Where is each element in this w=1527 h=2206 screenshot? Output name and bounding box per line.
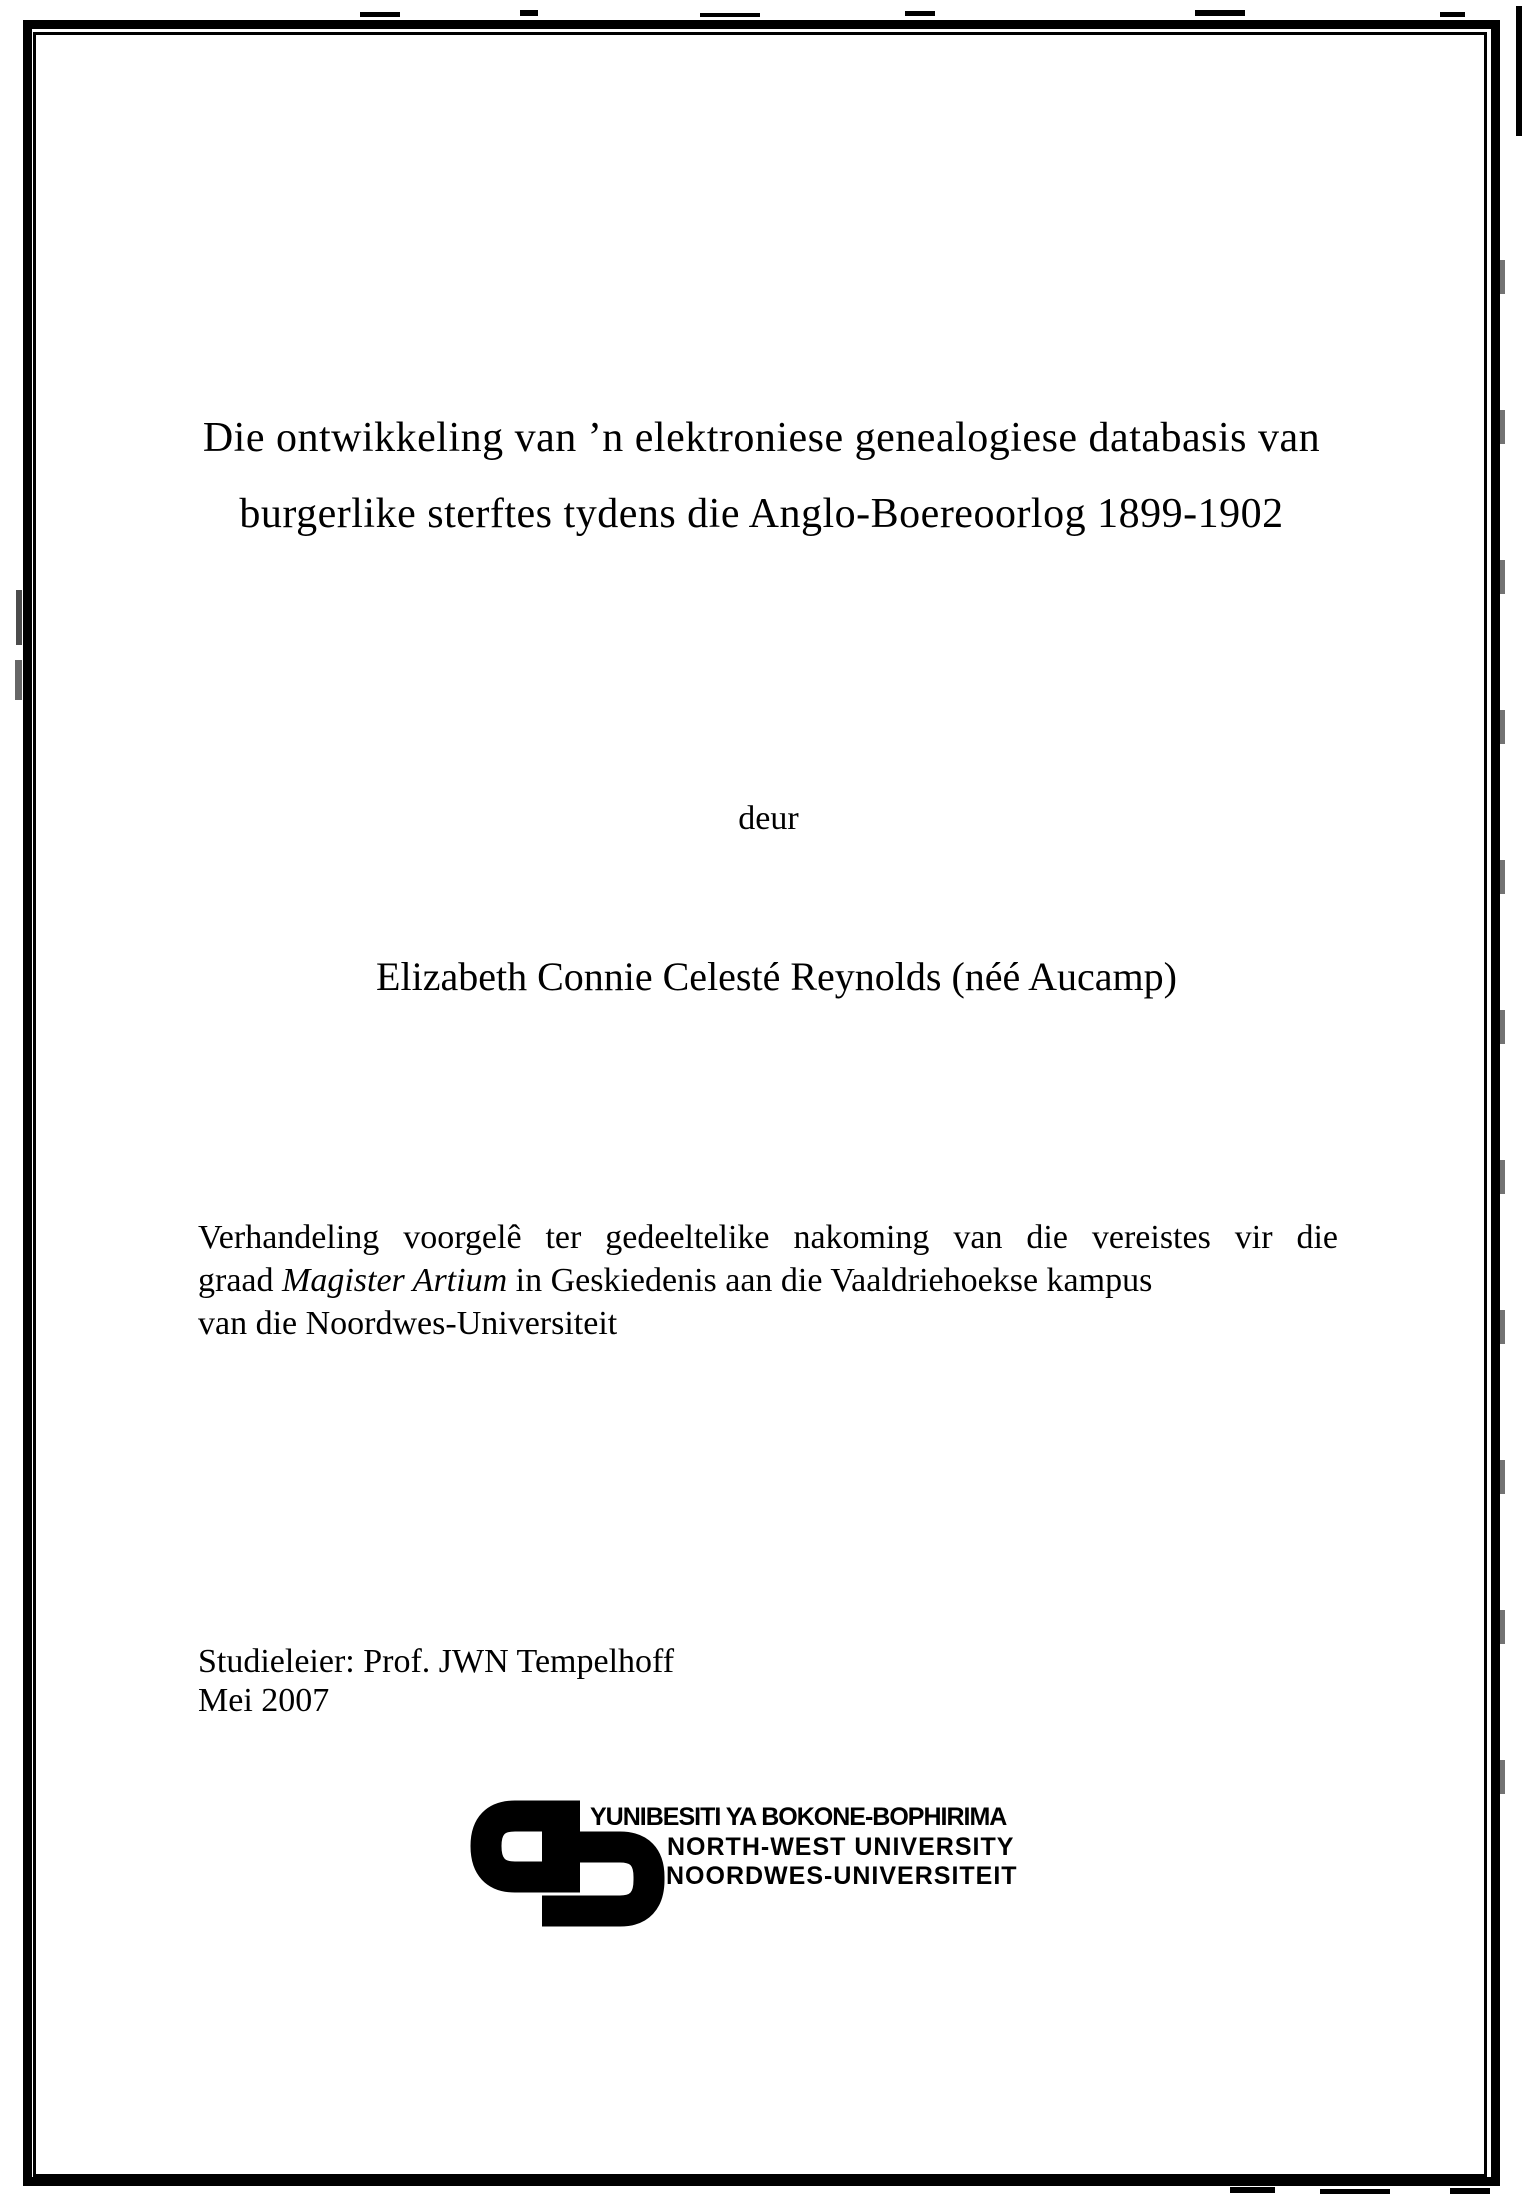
scan-speck: [1195, 10, 1245, 16]
scan-speck: [360, 12, 400, 17]
degree-statement-line2: [198, 1259, 1338, 1302]
university-logo: [470, 1800, 1070, 1935]
logo-text-setswana: YUNIBESITI YA BOKONE-BOPHIRIMA: [590, 1803, 1007, 1831]
logo-text-english: NORTH-WEST UNIVERSITY: [667, 1833, 1015, 1861]
thesis-title: [40, 400, 1483, 552]
degree-line2-post: in Geskiedenis aan die Vaaldriehoekse kampus: [507, 1262, 1153, 1299]
scan-speck: [16, 590, 22, 645]
degree-statement: [198, 1216, 1338, 1345]
supervisor-block: [198, 1642, 674, 1720]
degree-statement-line1: Verhandeling voorgelê ter gedeeltelike nakoming van die vereistes vir die: [198, 1219, 1338, 1256]
date-line: Mei 2007: [198, 1682, 330, 1719]
thesis-title-line2: burgerlike sterftes tydens die Anglo-Boereoorlog 1899-1902: [239, 491, 1284, 537]
author-name: Elizabeth Connie Celesté Reynolds (néé Aucamp): [376, 954, 1177, 999]
degree-statement-line3: van die Noordwes-Universiteit: [198, 1305, 618, 1342]
scan-speck: [1440, 12, 1465, 17]
degree-line2-pre: graad: [198, 1262, 283, 1299]
byline-label: deur: [738, 800, 799, 837]
scan-speck: [905, 11, 935, 16]
supervisor-line: Studieleier: Prof. JWN Tempelhoff: [198, 1643, 675, 1680]
scan-speck: [700, 13, 760, 17]
scan-speck: [1450, 2188, 1490, 2194]
scan-speck: [15, 660, 22, 700]
thesis-title-line1: Die ontwikkeling van ’n elektroniese genealogiese databasis van: [202, 415, 1321, 461]
scan-speck: [1320, 2189, 1390, 2194]
logo-text-afrikaans: NOORDWES-UNIVERSITEIT: [666, 1862, 1018, 1890]
scan-speck: [520, 10, 538, 16]
degree-line2-degree-name: Magister Artium: [282, 1262, 508, 1299]
scan-edge-line: [1516, 6, 1522, 136]
scan-speck: [1230, 2187, 1275, 2193]
scan-edge-noise: [1500, 260, 1505, 1880]
